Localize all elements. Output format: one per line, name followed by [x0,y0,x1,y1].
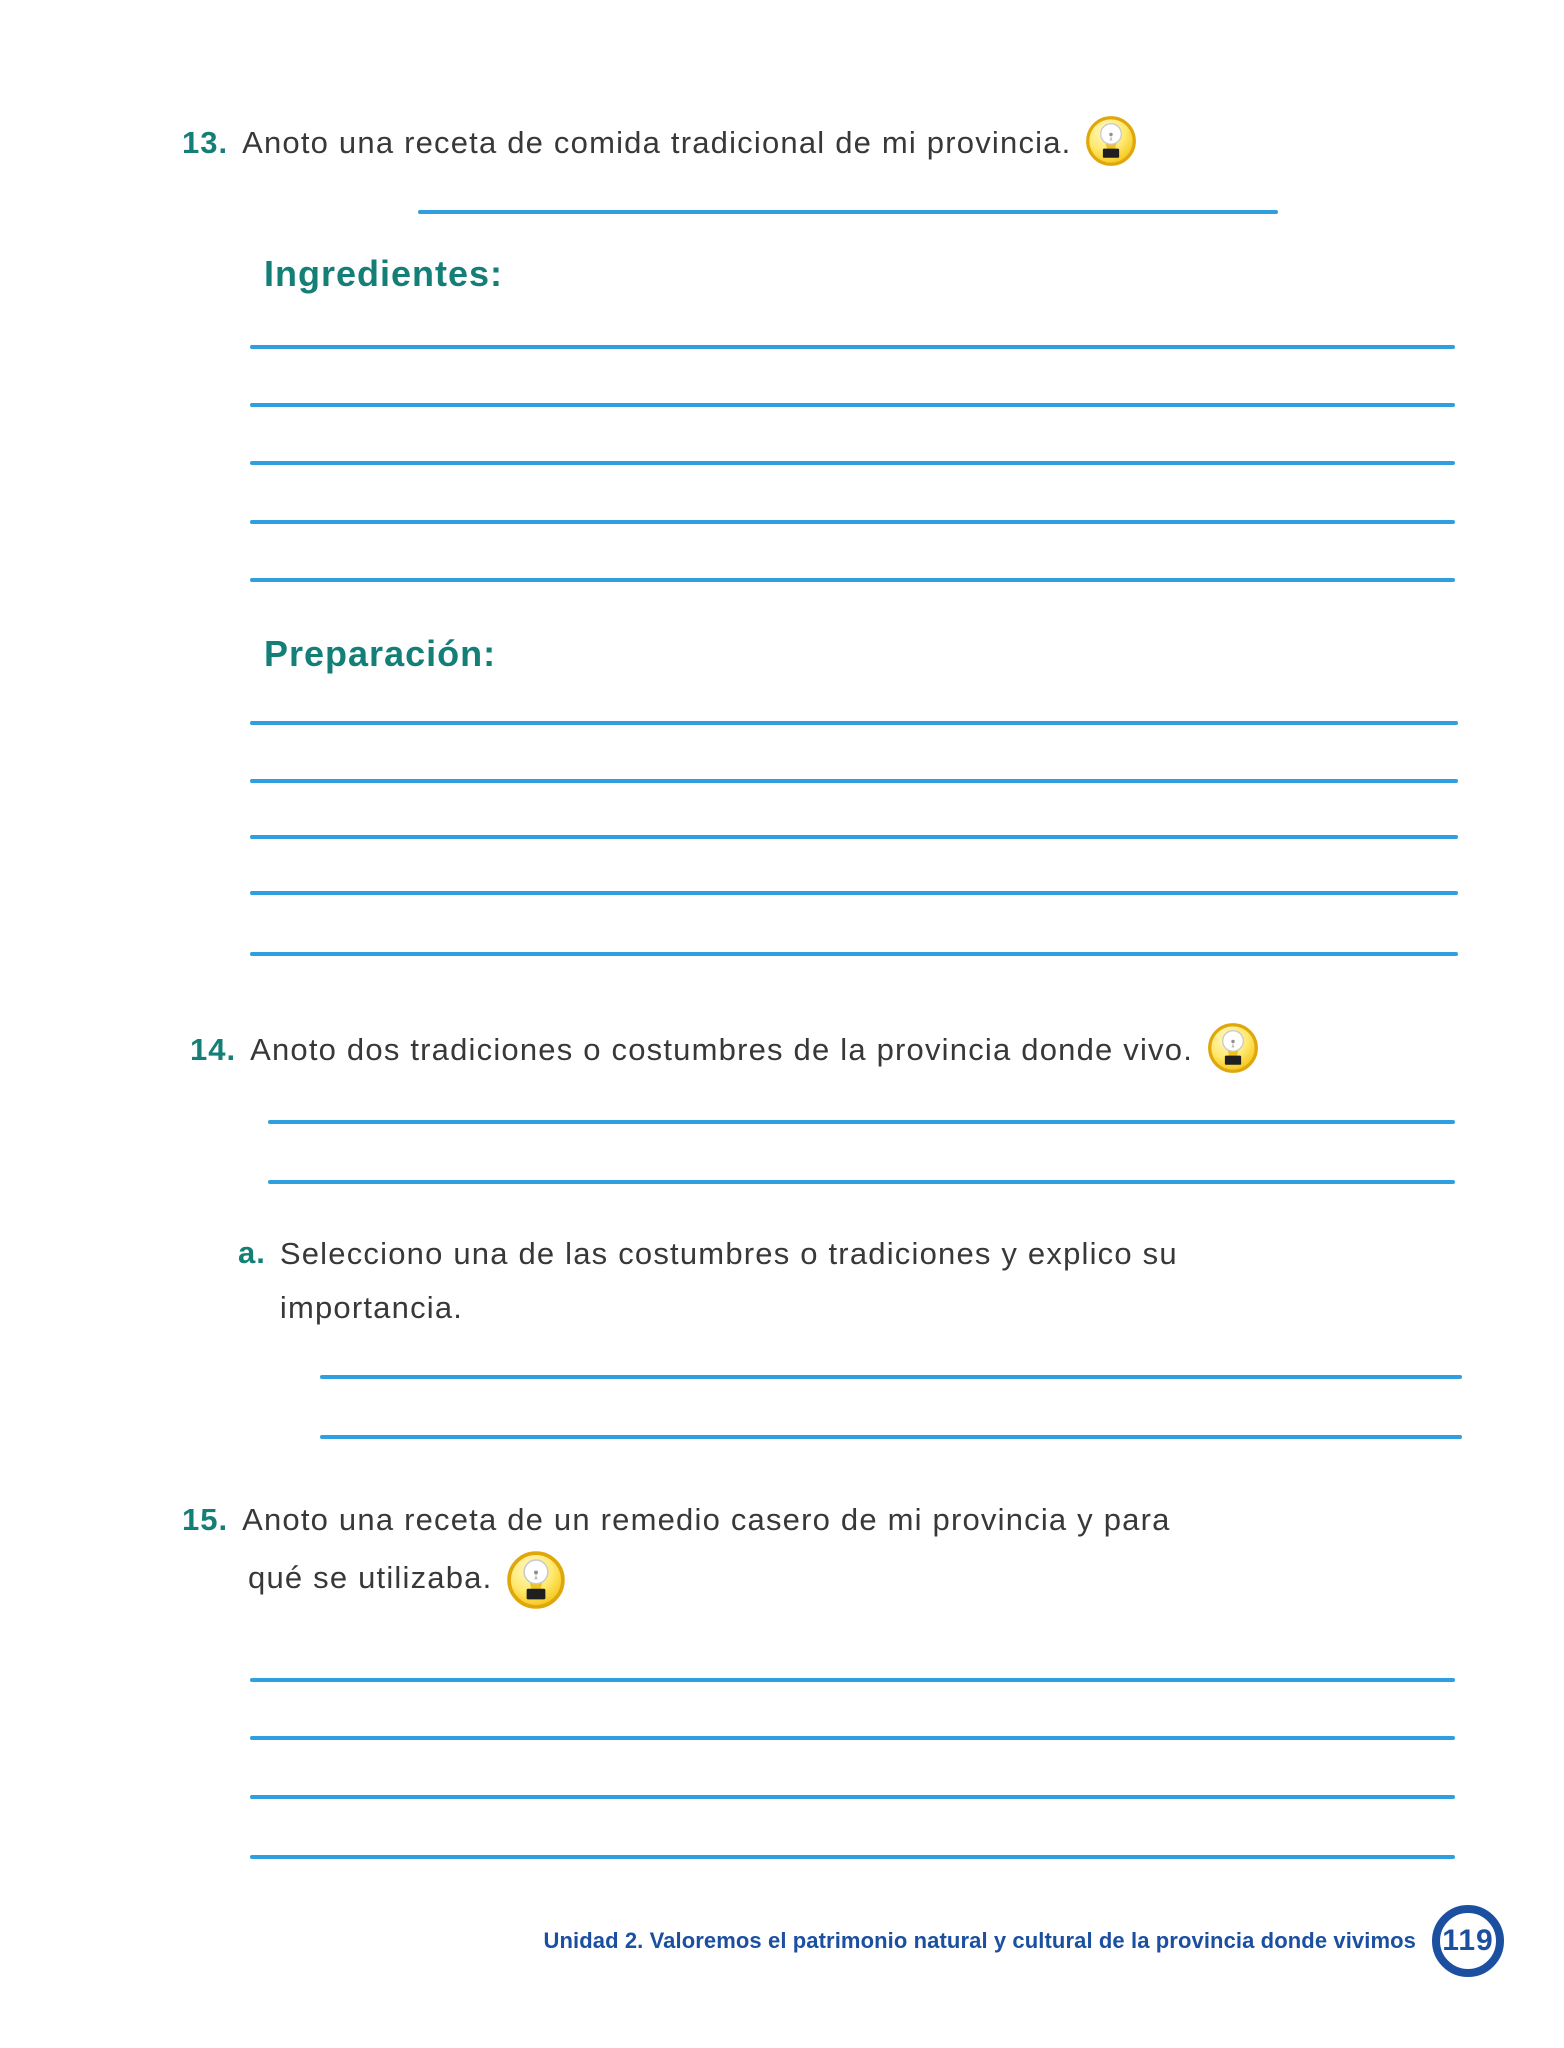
answer-line [250,779,1458,783]
answer-line [268,1120,1455,1124]
idea-lightbulb-icon [1207,1022,1259,1090]
answer-line [250,1678,1455,1682]
answer-line [250,952,1458,956]
answer-line [250,461,1455,465]
answer-line [250,891,1458,895]
question-15 [182,1494,1171,1546]
question-15-text-line2: qué se utilizaba. [248,1560,493,1595]
answer-line [418,210,1278,214]
ingredients-heading: Ingredientes: [264,253,504,294]
answer-line [250,1795,1455,1799]
answer-line [250,1855,1455,1859]
question-15-continued [248,1552,566,1628]
unit-title: Unidad 2. Valoremos el patrimonio natural y cultural de la provincia donde vivimos [543,1928,1416,1953]
answer-line [250,1736,1455,1740]
answer-line [250,578,1455,582]
answer-line [268,1180,1455,1184]
question-14a-text-line1: Selecciono una de las costumbres o tradiciones y explico su [279,1236,1178,1271]
answer-line [320,1375,1462,1379]
question-13-text: Anoto una receta de comida tradicional de mi provincia. [242,125,1072,160]
answer-line [250,520,1455,524]
question-14 [190,1024,1259,1092]
answer-line [250,721,1458,725]
question-14a-letter: a. [238,1235,266,1270]
question-15-number: 15. [182,1502,229,1537]
question-14a [238,1227,1178,1335]
answer-line [250,345,1455,349]
answer-line [250,835,1458,839]
question-13 [182,117,1137,185]
answer-line [250,403,1455,407]
answer-line [320,1435,1462,1439]
page-number-badge: 119 [1432,1905,1504,1977]
question-14a-text-line2: importancia. [279,1290,464,1325]
question-14-text: Anoto dos tradiciones o costumbres de la provincia donde vivo. [250,1032,1194,1067]
question-15-text-line1: Anoto una receta de un remedio casero de mi provincia y para [242,1502,1171,1537]
idea-lightbulb-icon [1085,115,1137,183]
question-14-number: 14. [190,1032,237,1067]
question-13-number: 13. [182,125,229,160]
idea-lightbulb-icon [506,1550,566,1626]
question-14a-text [280,1227,1178,1335]
preparation-heading: Preparación: [264,633,497,674]
page-footer [543,1905,1504,1977]
